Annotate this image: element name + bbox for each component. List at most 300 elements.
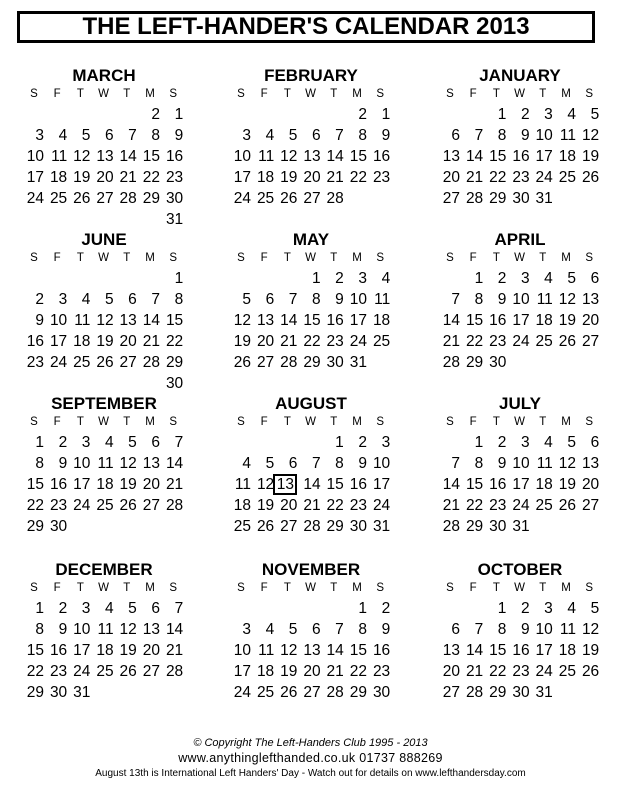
date-cell: 30 — [165, 190, 184, 207]
weekday-letter: T — [330, 582, 338, 594]
date-cell: 28 — [142, 354, 160, 371]
date-cell: 11 — [258, 642, 275, 659]
date-cell: 4 — [544, 270, 553, 287]
weekday-letter: W — [514, 88, 526, 100]
date-cell: 16 — [489, 476, 507, 493]
date-cell: 6 — [590, 270, 600, 287]
week-row — [436, 352, 604, 373]
week-row — [227, 432, 395, 453]
weekday-letter: M — [561, 416, 571, 428]
date-cell: 16 — [372, 642, 391, 659]
date-cell: 12 — [581, 621, 600, 638]
date-cell: 5 — [242, 291, 251, 308]
date-cell: 14 — [442, 476, 460, 493]
date-cell: 18 — [49, 169, 68, 186]
weekday-letter: T — [330, 416, 338, 428]
date-cell: 19 — [280, 663, 298, 680]
date-cell: 10 — [26, 148, 44, 165]
date-cell: 15 — [326, 476, 344, 493]
date-cell: 25 — [372, 333, 391, 350]
date-cell: 10 — [49, 312, 68, 329]
date-cell: 27 — [442, 684, 460, 701]
date-cell: 26 — [558, 333, 576, 350]
weekday-letter: F — [260, 582, 268, 594]
date-cell: 18 — [558, 148, 576, 165]
date-cell: 2 — [151, 106, 160, 123]
weekday-header — [436, 580, 604, 596]
weekday-letter: M — [145, 252, 155, 264]
date-cell: 29 — [165, 354, 184, 371]
date-cell: 5 — [104, 291, 114, 308]
date-cell: 14 — [326, 642, 344, 659]
date-cell: 14 — [165, 621, 184, 638]
week-row — [227, 167, 395, 188]
date-cell: 23 — [372, 663, 391, 680]
weekday-header — [20, 414, 188, 430]
date-cell: 14 — [326, 148, 344, 165]
date-cell: 27 — [142, 497, 160, 514]
date-cell: 4 — [81, 291, 91, 308]
date-cell: 5 — [567, 270, 576, 287]
date-cell: 14 — [119, 148, 137, 165]
date-cell: 27 — [303, 190, 321, 207]
weekday-letter: T — [283, 88, 291, 100]
date-cell: 9 — [381, 621, 391, 638]
date-cell: 27 — [142, 663, 160, 680]
date-cell: 17 — [349, 312, 367, 329]
date-cell: 20 — [442, 169, 460, 186]
week-row — [436, 289, 604, 310]
week-row — [227, 516, 395, 537]
date-cell: 2 — [497, 270, 507, 287]
date-cell: 24 — [73, 663, 91, 680]
date-cell: 1 — [474, 434, 484, 451]
date-cell: 23 — [512, 169, 530, 186]
month-name: OCTOBER — [477, 560, 563, 579]
date-cell: 30 — [49, 684, 68, 701]
date-cell: 23 — [372, 169, 391, 186]
week-row — [436, 432, 604, 453]
weekday-header — [227, 580, 395, 596]
month-name: JUNE — [81, 230, 127, 249]
week-row — [20, 640, 188, 661]
copyright-text: © Copyright The Left-Handers Club 1995 - 2013 — [193, 737, 428, 749]
date-cell: 15 — [303, 312, 321, 329]
date-cell: 6 — [311, 127, 321, 144]
weekday-letter: M — [145, 88, 155, 100]
date-cell: 28 — [326, 190, 344, 207]
weekday-letter: S — [446, 252, 454, 264]
week-row — [20, 352, 188, 373]
weekday-letter: W — [514, 252, 526, 264]
date-cell: 23 — [26, 354, 44, 371]
date-cell: 28 — [119, 190, 137, 207]
date-cell: 16 — [512, 642, 530, 659]
date-cell: 4 — [567, 106, 576, 123]
date-cell: 7 — [174, 434, 184, 451]
date-cell: 25 — [256, 684, 275, 701]
date-cell: 24 — [26, 190, 44, 207]
date-cell: 27 — [280, 518, 298, 535]
date-cell: 1 — [35, 600, 44, 617]
date-cell: 16 — [372, 148, 391, 165]
week-row — [227, 474, 395, 495]
date-cell: 3 — [520, 270, 530, 287]
date-cell: 11 — [258, 148, 275, 165]
weekday-letter: S — [237, 252, 245, 264]
date-cell: 25 — [535, 333, 553, 350]
date-cell: 16 — [26, 333, 44, 350]
date-cell: 19 — [119, 642, 137, 659]
date-cell: 19 — [73, 169, 91, 186]
weekday-letter: S — [585, 88, 594, 100]
date-cell: 11 — [536, 291, 553, 308]
date-cell: 3 — [381, 434, 391, 451]
date-cell: 7 — [288, 291, 298, 308]
date-cell: 19 — [280, 169, 298, 186]
week-row — [436, 331, 604, 352]
date-cell: 27 — [442, 190, 460, 207]
month-name: MAY — [292, 230, 330, 249]
date-cell: 7 — [451, 291, 460, 308]
date-cell: 18 — [558, 642, 576, 659]
date-cell: 6 — [265, 291, 275, 308]
date-cell: 18 — [256, 169, 275, 186]
date-cell: 4 — [265, 127, 275, 144]
date-cell: 3 — [242, 621, 251, 638]
date-cell: 27 — [581, 497, 600, 514]
date-cell: 21 — [142, 333, 160, 350]
date-cell: 26 — [96, 354, 114, 371]
date-cell: 22 — [489, 169, 507, 186]
weekday-letter: T — [539, 416, 547, 428]
weekday-letter: S — [376, 88, 385, 100]
date-cell: 28 — [165, 663, 184, 680]
date-cell: 12 — [558, 455, 576, 472]
date-cell: 5 — [265, 455, 275, 472]
date-cell: 20 — [303, 169, 321, 186]
weekday-letter: F — [260, 416, 268, 428]
date-cell: 26 — [280, 684, 298, 701]
date-cell: 19 — [581, 642, 600, 659]
week-row — [20, 661, 188, 682]
date-cell: 15 — [489, 642, 507, 659]
date-cell: 11 — [51, 148, 68, 165]
week-row — [227, 146, 395, 167]
date-cell: 6 — [288, 455, 298, 472]
date-cell: 20 — [142, 642, 160, 659]
weekday-letter: T — [76, 88, 84, 100]
date-cell: 3 — [81, 434, 91, 451]
date-cell: 2 — [497, 434, 507, 451]
date-cell: 15 — [349, 642, 367, 659]
date-cell: 28 — [303, 518, 321, 535]
date-cell: 24 — [73, 497, 91, 514]
date-cell: 2 — [35, 291, 44, 308]
date-cell: 16 — [49, 476, 68, 493]
weekday-letter: S — [30, 88, 38, 100]
date-cell: 28 — [280, 354, 298, 371]
month-name: MARCH — [72, 66, 136, 85]
weekday-letter: T — [283, 252, 291, 264]
date-cell: 5 — [128, 600, 137, 617]
date-cell: 6 — [590, 434, 600, 451]
date-cell: 11 — [559, 127, 576, 144]
week-row — [227, 352, 395, 373]
date-cell: 14 — [165, 455, 184, 472]
date-cell: 1 — [381, 106, 391, 123]
date-cell: 25 — [256, 190, 275, 207]
date-cell: 28 — [442, 354, 460, 371]
date-cell: 11 — [97, 455, 114, 472]
weekday-letter: S — [585, 582, 594, 594]
date-cell: 17 — [233, 663, 251, 680]
date-cell: 20 — [256, 333, 275, 350]
date-cell: 12 — [119, 621, 137, 638]
date-cell: 9 — [58, 455, 68, 472]
date-cell: 3 — [242, 127, 251, 144]
date-cell: 6 — [104, 127, 114, 144]
week-row — [227, 453, 395, 474]
weekday-letter: T — [492, 252, 500, 264]
date-cell: 16 — [165, 148, 184, 165]
date-cell: 6 — [151, 600, 160, 617]
date-cell: 27 — [303, 684, 321, 701]
date-cell: 6 — [151, 434, 160, 451]
date-cell: 2 — [335, 270, 344, 287]
weekday-letter: S — [237, 88, 245, 100]
weekday-letter: W — [514, 582, 526, 594]
date-cell: 5 — [128, 434, 137, 451]
date-cell: 3 — [58, 291, 68, 308]
week-row — [20, 125, 188, 146]
weekday-letter: S — [237, 582, 245, 594]
weekday-letter: S — [446, 416, 454, 428]
date-cell: 2 — [58, 434, 68, 451]
date-cell: 4 — [381, 270, 391, 287]
week-row — [436, 682, 604, 703]
date-cell: 4 — [265, 621, 275, 638]
weekday-letter: W — [305, 416, 317, 428]
date-cell: 30 — [165, 375, 184, 392]
week-row — [227, 682, 395, 703]
date-cell: 8 — [497, 127, 507, 144]
date-cell: 5 — [288, 127, 298, 144]
date-cell: 5 — [567, 434, 576, 451]
weekday-letter: T — [539, 252, 547, 264]
date-cell: 20 — [119, 333, 137, 350]
date-cell: 6 — [128, 291, 137, 308]
date-cell: 10 — [535, 621, 553, 638]
weekday-letter: W — [98, 88, 110, 100]
date-cell: 17 — [535, 148, 553, 165]
date-cell: 24 — [512, 497, 530, 514]
date-cell: 3 — [544, 106, 553, 123]
date-cell: 27 — [581, 333, 600, 350]
date-cell: 15 — [465, 312, 484, 329]
date-cell: 29 — [26, 518, 44, 535]
date-cell: 13 — [96, 148, 114, 165]
date-cell: 17 — [512, 312, 530, 329]
date-cell: 3 — [81, 600, 91, 617]
date-cell: 25 — [96, 497, 114, 514]
date-cell: 25 — [558, 169, 576, 186]
date-cell: 12 — [96, 312, 114, 329]
date-cell: 1 — [311, 270, 321, 287]
date-cell: 17 — [233, 169, 251, 186]
date-cell: 16 — [349, 476, 367, 493]
date-cell: 17 — [49, 333, 68, 350]
weekday-letter: M — [561, 252, 571, 264]
date-cell: 24 — [512, 333, 530, 350]
date-cell: 8 — [358, 621, 367, 638]
date-cell: 8 — [335, 455, 344, 472]
date-cell: 13 — [256, 312, 275, 329]
weekday-letter: W — [305, 88, 317, 100]
date-cell: 28 — [465, 190, 484, 207]
weekday-letter: T — [76, 416, 84, 428]
date-cell: 30 — [326, 354, 344, 371]
weekday-letter: S — [169, 416, 178, 428]
date-cell: 19 — [96, 333, 114, 350]
date-cell: 17 — [73, 476, 91, 493]
week-row — [227, 661, 395, 682]
date-cell: 11 — [536, 455, 553, 472]
date-cell: 17 — [512, 476, 530, 493]
date-cell: 20 — [442, 663, 460, 680]
week-row — [436, 619, 604, 640]
week-row — [20, 268, 188, 289]
weekday-letter: T — [283, 416, 291, 428]
date-cell: 24 — [535, 169, 553, 186]
date-cell: 23 — [489, 333, 507, 350]
week-row — [20, 209, 188, 230]
week-row — [20, 432, 188, 453]
week-row — [436, 310, 604, 331]
date-cell: 18 — [73, 333, 91, 350]
weekday-letter: S — [169, 252, 178, 264]
date-cell: 30 — [49, 518, 68, 535]
date-cell: 22 — [303, 333, 321, 350]
date-cell: 1 — [497, 600, 507, 617]
date-cell: 29 — [489, 684, 507, 701]
weekday-header — [20, 580, 188, 596]
date-cell: 15 — [142, 148, 160, 165]
date-cell: 14 — [142, 312, 160, 329]
date-cell: 12 — [256, 476, 275, 493]
weekday-letter: F — [469, 582, 477, 594]
date-cell: 21 — [465, 169, 484, 186]
date-cell: 28 — [165, 497, 184, 514]
date-cell: 18 — [535, 312, 553, 329]
week-row — [436, 474, 604, 495]
date-cell: 26 — [581, 663, 600, 680]
date-cell: 10 — [73, 455, 91, 472]
date-cell: 26 — [233, 354, 251, 371]
date-cell: 16 — [489, 312, 507, 329]
date-cell: 7 — [474, 621, 484, 638]
date-cell: 29 — [142, 190, 160, 207]
weekday-letter: M — [145, 582, 155, 594]
date-cell: 26 — [256, 518, 275, 535]
weekday-letter: S — [585, 416, 594, 428]
weekday-letter: M — [352, 416, 362, 428]
week-row — [20, 453, 188, 474]
date-cell: 7 — [311, 455, 321, 472]
date-cell: 22 — [489, 663, 507, 680]
date-cell: 5 — [81, 127, 91, 144]
weekday-letter: M — [352, 252, 362, 264]
week-row — [436, 268, 604, 289]
weekday-letter: M — [145, 416, 155, 428]
date-cell: 17 — [535, 642, 553, 659]
date-cell: 27 — [119, 354, 137, 371]
date-cell: 25 — [558, 663, 576, 680]
weekday-header — [436, 250, 604, 266]
date-cell: 7 — [335, 621, 344, 638]
week-row — [227, 125, 395, 146]
date-cell: 17 — [73, 642, 91, 659]
date-cell: 27 — [96, 190, 114, 207]
week-row — [20, 146, 188, 167]
month-name: FEBRUARY — [264, 66, 358, 85]
week-row — [20, 167, 188, 188]
date-cell: 10 — [512, 455, 530, 472]
month-name: NOVEMBER — [261, 560, 361, 579]
date-cell: 2 — [520, 106, 530, 123]
date-cell: 10 — [512, 291, 530, 308]
date-cell: 16 — [326, 312, 344, 329]
date-cell: 8 — [35, 621, 44, 638]
week-row — [20, 289, 188, 310]
weekday-letter: T — [492, 582, 500, 594]
week-row — [436, 453, 604, 474]
weekday-letter: W — [305, 252, 317, 264]
date-cell: 10 — [535, 127, 553, 144]
date-cell: 21 — [326, 663, 344, 680]
date-cell: 11 — [74, 312, 91, 329]
date-cell: 20 — [142, 476, 160, 493]
weekday-letter: T — [123, 416, 131, 428]
date-cell: 30 — [349, 518, 367, 535]
weekday-letter: T — [492, 88, 500, 100]
week-row — [436, 188, 604, 209]
date-cell: 29 — [326, 518, 344, 535]
weekday-letter: F — [260, 252, 268, 264]
date-cell: 1 — [174, 106, 184, 123]
date-cell: 2 — [358, 106, 367, 123]
date-cell: 8 — [311, 291, 321, 308]
week-row — [436, 640, 604, 661]
weekday-letter: S — [30, 416, 38, 428]
date-cell: 10 — [349, 291, 367, 308]
date-cell: 17 — [26, 169, 44, 186]
weekday-letter: S — [376, 252, 385, 264]
month-name: JANUARY — [479, 66, 561, 85]
date-cell: 30 — [372, 684, 391, 701]
date-cell: 24 — [233, 684, 251, 701]
date-cell: 31 — [165, 211, 184, 228]
date-cell: 24 — [233, 190, 251, 207]
date-cell: 8 — [35, 455, 44, 472]
date-cell: 7 — [451, 455, 460, 472]
week-row — [20, 682, 188, 703]
date-cell: 23 — [512, 663, 530, 680]
week-row — [227, 331, 395, 352]
date-cell: 18 — [96, 476, 114, 493]
date-cell: 18 — [233, 497, 251, 514]
date-cell: 16 — [49, 642, 68, 659]
